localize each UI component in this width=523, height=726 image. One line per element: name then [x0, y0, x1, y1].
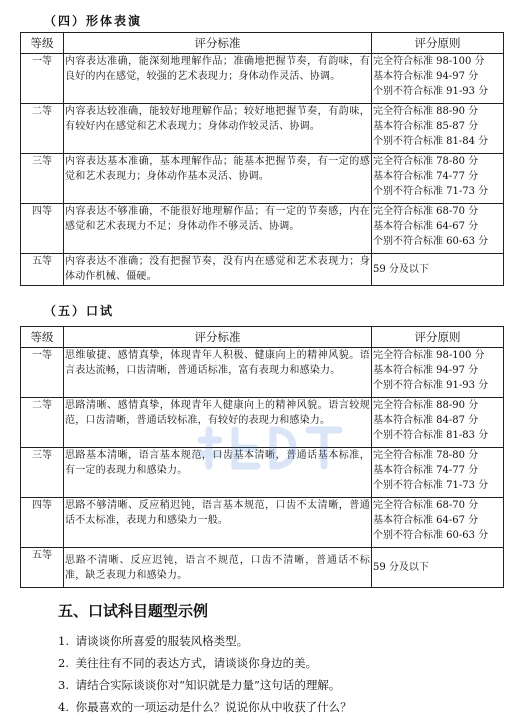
principle-cell	[372, 204, 504, 254]
table-header-row	[21, 327, 504, 348]
table-row	[21, 548, 504, 588]
header-principle: 评分原则	[372, 327, 504, 348]
principle-line: 基本符合标准 84-87 分	[373, 415, 479, 426]
principle-line: 完全符合标准 88-90 分	[373, 106, 479, 117]
list-item	[58, 696, 352, 718]
level-cell: 四等	[21, 204, 64, 254]
table-row	[21, 104, 504, 154]
header-criteria: 评分标准	[64, 33, 372, 54]
item-text: 请结合实际谈谈你对“知识就是力量”这句话的理解。	[75, 678, 341, 692]
header-principle: 评分原则	[372, 33, 504, 54]
table-row	[21, 348, 504, 398]
criteria-cell: 思维敏捷、感情真挚，体现青年人积极、健康向上的精神风貌。语言表达流畅，口齿清晰，普通话标准，富有表现力和感染力。	[64, 348, 372, 398]
item-text: 请谈谈你所喜爱的服装风格类型。	[75, 634, 249, 648]
principle-cell	[372, 348, 504, 398]
principle-cell	[372, 104, 504, 154]
principle-line: 个别不符合标准 71-73 分	[373, 480, 489, 491]
level-cell: 五等	[21, 548, 64, 588]
principle-line: 基本符合标准 94-97 分	[373, 365, 479, 376]
principle-line: 59 分及以下	[373, 264, 429, 275]
header-criteria: 评分标准	[64, 327, 372, 348]
principle-line: 个别不符合标准 91-93 分	[373, 380, 489, 391]
criteria-cell: 思路清晰、感情真挚，体现青年人健康向上的精神风貌。语言较规范，口齿清晰，普通话较标准，有较好的表现力和感染力。	[64, 398, 372, 448]
section-5-heading: （五）口试	[44, 304, 115, 318]
principle-cell	[372, 498, 504, 548]
principle-line: 基本符合标准 74-77 分	[373, 171, 479, 182]
criteria-cell: 思路不清晰、反应迟钝，语言不规范，口齿不清晰，普通话不标准，缺乏表现力和感染力。	[64, 548, 372, 588]
principle-line: 个别不符合标准 60-63 分	[373, 236, 489, 247]
principle-line: 个别不符合标准 81-83 分	[373, 430, 489, 441]
level-cell: 五等	[21, 254, 64, 286]
level-cell: 三等	[21, 448, 64, 498]
criteria-cell: 内容表达基本准确，基本理解作品；能基本把握节奏，有一定的感觉和艺术表现力；身体动作基本灵活、协调。	[64, 154, 372, 204]
item-text: 你最喜欢的一项运动是什么？说说你从中收获了什么？	[75, 700, 352, 714]
principle-line: 个别不符合标准 60-63 分	[373, 530, 489, 541]
table-row	[21, 254, 504, 286]
criteria-cell: 内容表达准确，能深刻地理解作品；准确地把握节奏，有韵味，有良好的内在感觉，较强的艺术表现力；身体动作灵活、协调。	[64, 54, 372, 104]
principle-line: 完全符合标准 98-100 分	[373, 350, 485, 361]
section-4-heading: （四）形体表演	[44, 14, 143, 28]
list-item	[58, 652, 352, 674]
examples-section-title: 五、口试科目题型示例	[58, 602, 209, 620]
level-cell: 四等	[21, 498, 64, 548]
principle-cell	[372, 448, 504, 498]
principle-line: 完全符合标准 68-70 分	[373, 500, 479, 511]
principle-line: 完全符合标准 78-80 分	[373, 450, 479, 461]
item-number: 3.	[58, 678, 69, 692]
level-cell: 三等	[21, 154, 64, 204]
criteria-cell: 内容表达较准确，能较好地理解作品；较好地把握节奏，有韵味，有较好内在感觉和艺术表现力；身体动作较灵活、协调。	[64, 104, 372, 154]
principle-line: 完全符合标准 68-70 分	[373, 206, 479, 217]
principle-line: 基本符合标准 64-67 分	[373, 515, 479, 526]
principle-line: 个别不符合标准 71-73 分	[373, 186, 489, 197]
table-header-row	[21, 33, 504, 54]
item-text: 美往往有不同的表达方式，请谈谈你身边的美。	[75, 656, 318, 670]
table-row	[21, 54, 504, 104]
watermark-logo	[195, 420, 345, 476]
principle-cell	[372, 548, 504, 588]
principle-line: 基本符合标准 85-87 分	[373, 121, 479, 132]
level-cell: 二等	[21, 104, 64, 154]
header-level: 等级	[21, 327, 64, 348]
criteria-cell: 思路基本清晰，语言基本规范，口齿基本清晰，普通话基本标准，有一定的表现力和感染力。	[64, 448, 372, 498]
principle-line: 完全符合标准 98-100 分	[373, 56, 485, 67]
list-item	[58, 630, 352, 652]
principle-line: 完全符合标准 78-80 分	[373, 156, 479, 167]
level-cell: 二等	[21, 398, 64, 448]
principle-cell	[372, 398, 504, 448]
table-row	[21, 204, 504, 254]
principle-line: 基本符合标准 64-67 分	[373, 221, 479, 232]
principle-line: 59 分及以下	[373, 562, 429, 573]
criteria-cell: 内容表达不准确；没有把握节奏，没有内在感觉和艺术表现力；身体动作机械、僵硬。	[64, 254, 372, 286]
level-cell: 一等	[21, 348, 64, 398]
table-row	[21, 498, 504, 548]
principle-cell	[372, 254, 504, 286]
principle-line: 个别不符合标准 81-84 分	[373, 136, 489, 147]
list-item	[58, 674, 352, 696]
table-row	[21, 154, 504, 204]
criteria-cell: 内容表达不够准确，不能很好地理解作品；有一定的节奏感，内在感觉和艺术表现力不足；身体动作不够灵活、协调。	[64, 204, 372, 254]
example-question-list	[58, 630, 352, 718]
header-level: 等级	[21, 33, 64, 54]
principle-line: 个别不符合标准 91-93 分	[373, 86, 489, 97]
principle-line: 基本符合标准 74-77 分	[373, 465, 479, 476]
level-cell: 一等	[21, 54, 64, 104]
principle-line: 基本符合标准 94-97 分	[373, 71, 479, 82]
performance-rubric-table	[20, 32, 504, 286]
principle-cell	[372, 54, 504, 104]
criteria-cell: 思路不够清晰、反应稍迟钝，语言基本规范，口齿不太清晰，普通话不太标准，表现力和感染力一般。	[64, 498, 372, 548]
principle-line: 完全符合标准 88-90 分	[373, 400, 479, 411]
item-number: 4.	[58, 700, 69, 714]
item-number: 1.	[58, 634, 69, 648]
principle-cell	[372, 154, 504, 204]
item-number: 2.	[58, 656, 69, 670]
